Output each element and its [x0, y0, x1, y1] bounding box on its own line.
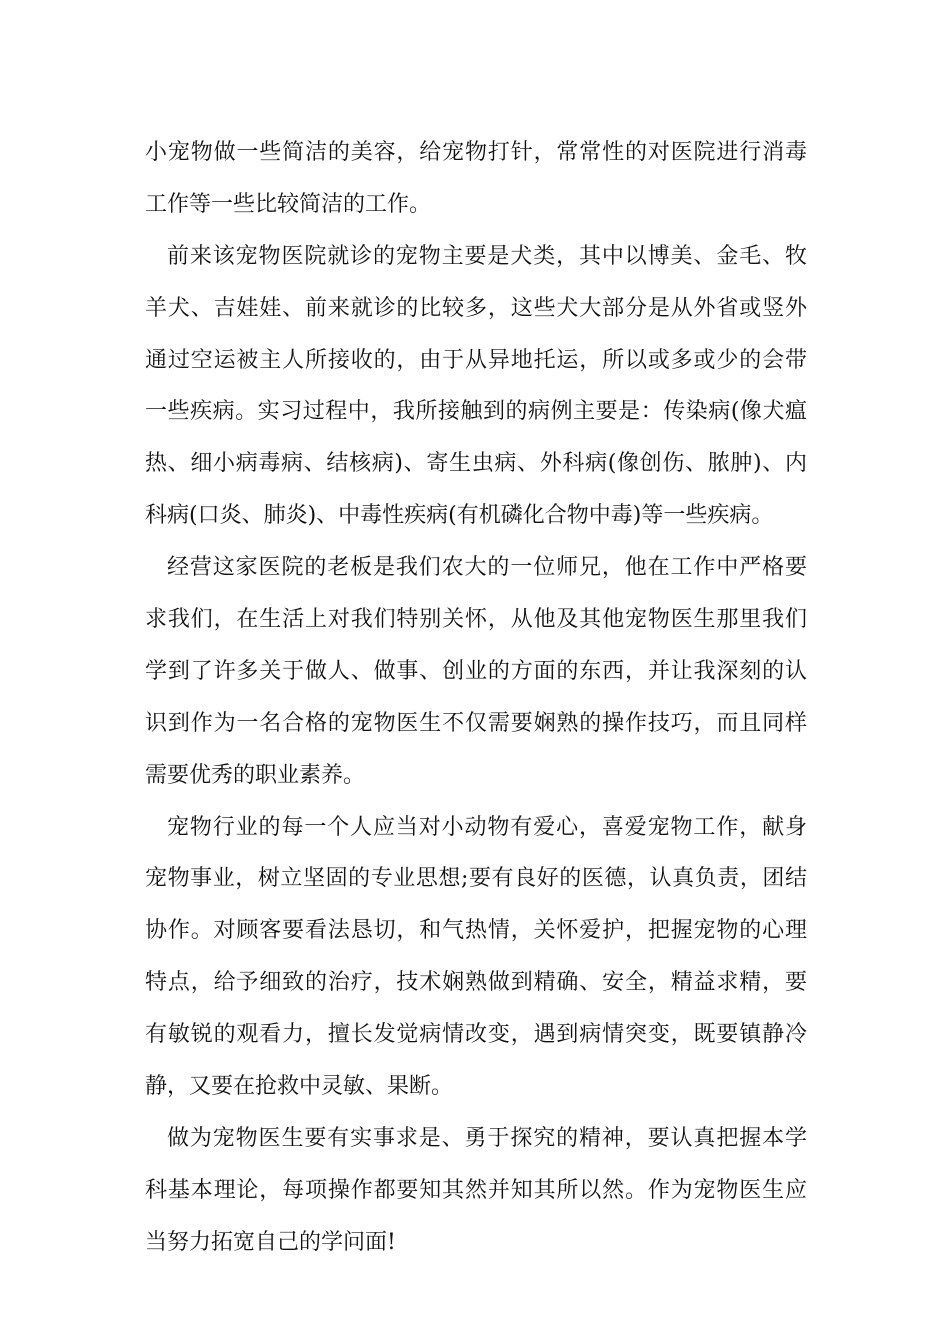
text-line: 特点，给予细致的治疗，技术娴熟做到精确、安全，精益求精，要: [145, 970, 807, 996]
text-line: 热、细小病毒病、结核病)、寄生虫病、外科病(像创伤、脓肿)、内: [145, 451, 807, 477]
text-line: 一些疾病。实习过程中，我所接触到的病例主要是：传染病(像犬瘟: [145, 399, 807, 425]
text-line: 通过空运被主人所接收的，由于从异地托运，所以或多或少的会带: [145, 347, 807, 373]
text-line: 前来该宠物医院就诊的宠物主要是犬类，其中以博美、金毛、牧: [167, 243, 807, 269]
text-line: 羊犬、吉娃娃、前来就诊的比较多，这些犬大部分是从外省或竖外: [145, 295, 807, 321]
text-line: 科基本理论，每项操作都要知其然并知其所以然。作为宠物医生应: [145, 1177, 807, 1203]
text-line: 有敏锐的观看力，擅长发觉病情改变，遇到病情突变，既要镇静冷: [145, 1022, 807, 1048]
text-line: 宠物事业，树立坚固的专业思想;要有良好的医德，认真负责，团结: [145, 866, 807, 892]
text-line: 协作。对顾客要看法恳切，和气热情，关怀爱护，把握宠物的心理: [145, 918, 807, 944]
text-line: 求我们，在生活上对我们特别关怀，从他及其他宠物医生那里我们: [145, 607, 807, 633]
document-body: [145, 127, 807, 1269]
text-line: 小宠物做一些简洁的美容，给宠物打针，常常性的对医院进行消毒: [145, 140, 807, 165]
text-line: 做为宠物医生要有实事求是、勇于探究的精神，要认真把握本学: [167, 1125, 807, 1151]
text-line: 识到作为一名合格的宠物医生不仅需要娴熟的操作技巧，而且同样: [145, 710, 807, 736]
text-line: 科病(口炎、肺炎)、中毒性疾病(有机磷化合物中毒)等一些疾病。: [145, 503, 774, 529]
text-line: 当努力拓宽自己的学问面!: [145, 1229, 396, 1255]
text-line: 工作等一些比较简洁的工作。: [145, 191, 432, 217]
text-line: 经营这家医院的老板是我们农大的一位师兄，他在工作中严格要: [167, 555, 807, 581]
text-line: 静，又要在抢救中灵敏、果断。: [145, 1074, 454, 1100]
text-line: 需要优秀的职业素养。: [145, 762, 366, 788]
text-line: 宠物行业的每一个人应当对小动物有爱心，喜爱宠物工作，献身: [167, 814, 807, 840]
text-line: 学到了许多关于做人、做事、创业的方面的东西，并让我深刻的认: [145, 658, 807, 684]
